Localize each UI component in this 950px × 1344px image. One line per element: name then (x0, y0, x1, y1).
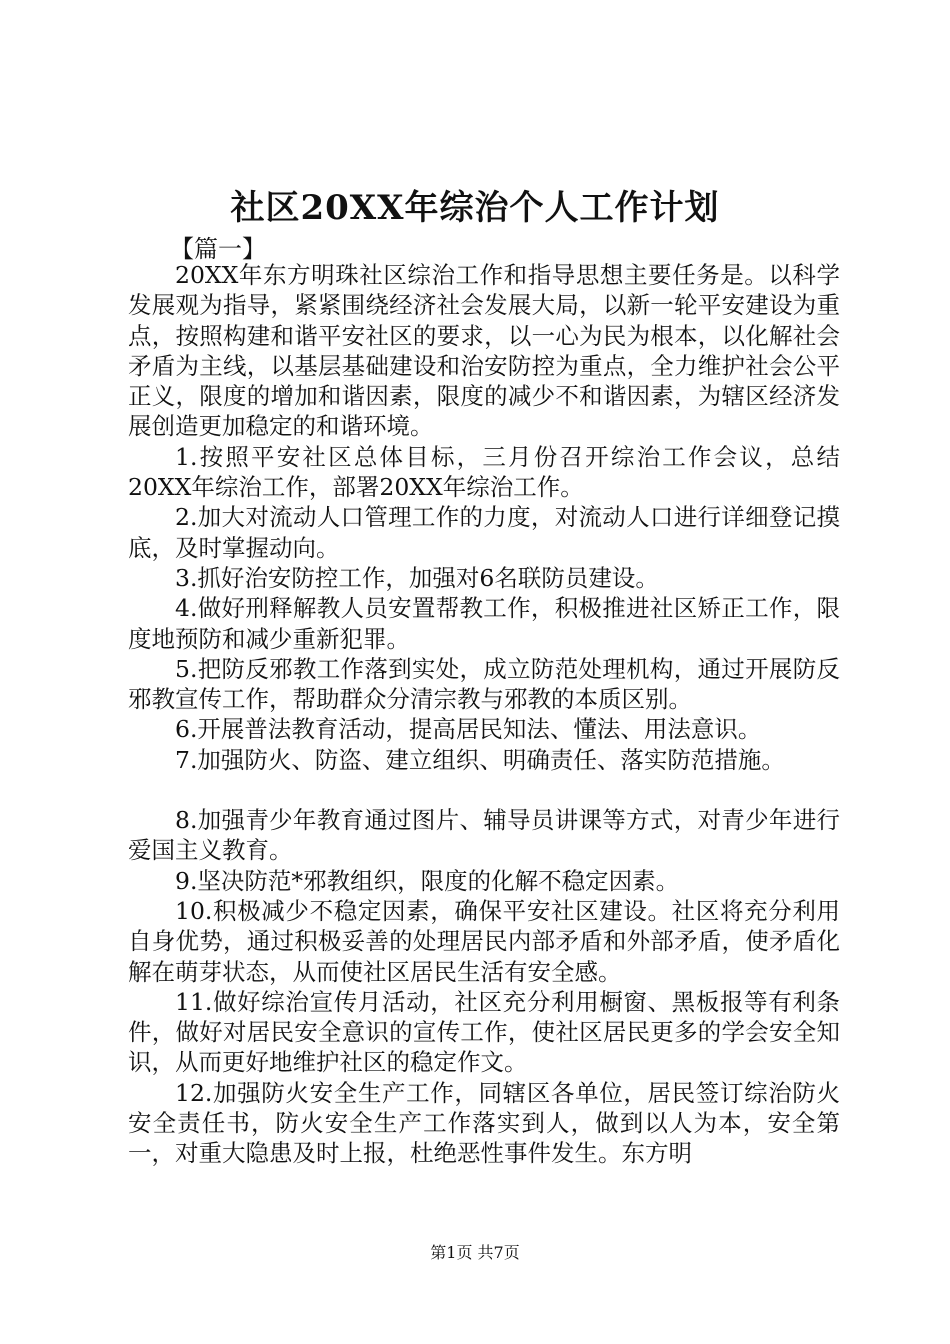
list-item: 4.做好刑释解教人员安置帮教工作，积极推进社区矫正工作，限度地预防和减少重新犯罪。 (128, 594, 840, 653)
list-item: 7.加强防火、防盗、建立组织、明确责任、落实防范措施。 (175, 745, 785, 774)
list-item: 2.加大对流动人口管理工作的力度，对流动人口进行详细登记摸底，及时掌握动向。 (128, 503, 840, 562)
section-label: 【篇一】 (170, 235, 266, 263)
list-item: 11.做好综治宣传月活动，社区充分利用橱窗、黑板报等有利条件，做好对居民安全意识的宣传工作，使社区居民更多的学会安全知识，从而更好地维护社区的稳定作文。 (128, 987, 840, 1077)
list-item: 12.加强防火安全生产工作，同辖区各单位，居民签订综治防火安全责任书，防火安全生产工作落实到人，做到以人为本，安全第一，对重大隐患及时上报，杜绝恶性事件发生。东方明 (128, 1078, 840, 1168)
list-item: 10.积极减少不稳定因素，确保平安社区建设。社区将充分利用自身优势，通过积极妥善的处理居民内部矛盾和外部矛盾，使矛盾化解在萌芽状态，从而使社区居民生活有安全感。 (128, 896, 840, 986)
list-item: 8.加强青少年教育通过图片、辅导员讲课等方式，对青少年进行爱国主义教育。 (128, 806, 840, 865)
list-item: 9.坚决防范*邪教组织，限度的化解不稳定因素。 (175, 866, 680, 895)
page-footer: 第1页 共7页 (430, 1243, 520, 1262)
list-item: 5.把防反邪教工作落到实处，成立防范处理机构，通过开展防反邪教宣传工作，帮助群众分清宗教与邪教的本质区别。 (128, 654, 840, 714)
document-body (128, 260, 840, 1169)
list-item: 3.抓好治安防控工作，加强对6名联防员建设。 (175, 563, 659, 592)
document-title: 社区20XX年综治个人工作计划 (230, 188, 720, 228)
list-item: 1.按照平安社区总体目标，三月份召开综治工作会议，总结20XX年综治工作，部署20XX年综治工作。 (128, 442, 840, 502)
list-item: 6.开展普法教育活动，提高居民知法、懂法、用法意识。 (175, 715, 762, 744)
paragraph-intro: 20XX年东方明珠社区综治工作和指导思想主要任务是。以科学发展观为指导，紧紧围绕经济社会发展大局，以新一轮平安建设为重点，按照构建和谐平安社区的要求，以一心为民为根本，以化解社会矛盾为主线，以基层基础建设和治安防控为重点，全力维护社会公平正义，限度的增加和谐因素，限度的减少不和谐因素，为辖区经济发展创造更加稳定的和谐环境。 (128, 261, 840, 441)
